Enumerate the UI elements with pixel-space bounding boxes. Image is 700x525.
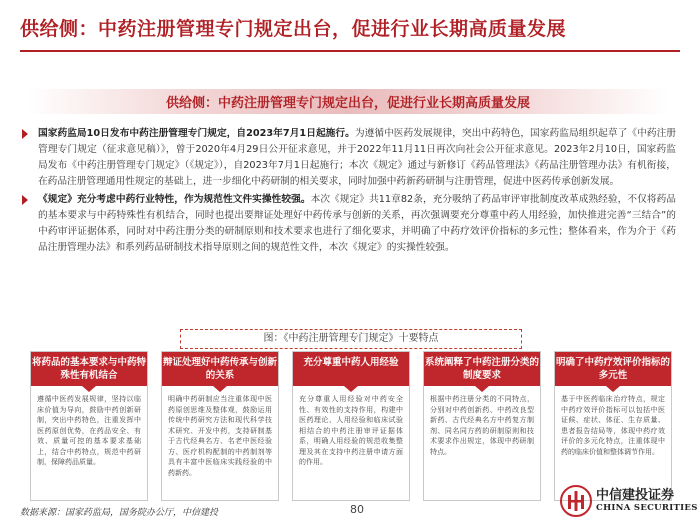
paragraph-1 — [22, 126, 676, 190]
section-banner — [28, 89, 668, 114]
feature-card-5 — [554, 351, 675, 503]
page-number: 80 — [350, 503, 364, 516]
feature-card-body: 遵循中医药发展规律，坚持以临床价值为导向，鼓励中药创新研制，突出中药特色，注重发挥中医药原创优势，在药品安全、有效、质量可控的基本要求基础上，结合中药特点，规范中药研制，保障药品质量。 — [37, 395, 141, 466]
body-paragraphs — [22, 126, 676, 256]
feature-card-3 — [292, 351, 410, 501]
feature-card-1 — [30, 351, 148, 501]
feature-card-title: 充分尊重中药人用经验 — [293, 352, 409, 386]
feature-card-body: 明确中药研制应当注重体现中医药原创思维及整体观，鼓励运用传统中药研究方法和现代科学技术研究、开发中药，支持研制基于古代经典名方、名老中医经验方、医疗机构配制的中药制剂等具有丰富中医临床实践经验的中药新药。 — [168, 395, 272, 477]
paragraph-2-text: 本次《规定》共11章82条，充分吸纳了药品审评审批制度改革成熟经验，不仅将药品的基本要求与中药特殊性有机结合，同时也提出要辩证处理好中药传承与创新的关系，再次强调要充分尊重中药人用经验，加快推进完善“三结合”的中药审评证据体系，同时对中药注册分类的研制原则和技术要求也进行了细化要求，并明确了中药疗效评价指标的多元性；整体看来，作为介于《药品注册管理办法》和系列药品研制技术指导原则之间的规范性文件，本次《规定》的实操性较强。 — [38, 194, 676, 253]
feature-card-title: 系统阐释了中药注册分类的制度要求 — [424, 352, 540, 386]
feature-card-title: 明确了中药疗效评价指标的多元性 — [555, 352, 671, 386]
banner-title: 供给侧：中药注册管理专门规定出台，促进行业长期高质量发展 — [165, 96, 530, 111]
feature-card-body: 根据中药注册分类的不同特点，分别对中药创新药、中药改良型新药、古代经典名方中药复方制剂、同名同方药的研制原则和技术要求作出规定，体现中药研制特点。 — [430, 395, 534, 456]
bullet-arrow-icon — [22, 129, 28, 139]
feature-card-title: 将药品的基本要求与中药特殊性有机结合 — [31, 352, 147, 386]
feature-card-4 — [423, 351, 541, 501]
bullet-arrow-icon — [22, 195, 28, 205]
paragraph-1-text: 为遵循中医药发展规律，突出中药特色，国家药监局组织起草了《中药注册管理专门规定（征求意见稿）》，曾于2020年4月29日公开征求意见，并于2022年11月11日再次向社会公开征求意见。2023年2月10日，国家药监局发布《中药注册管理专门规定》（《规定》），自2023年7月1日起施行；本次《规定》通过与新修订《药品管理法》《药品注册管理办法》有机衔接，在药品注册管理通用性规定的基础上，进一步细化中药研制的相关要求，同时加强中药新药研制与注册管理，促进中医药传承创新发展。 — [38, 128, 676, 187]
feature-card-body: 基于中医药临床治疗特点，规定中药疗效评价指标可以包括中医证候、症状、体征、生存质量、患者报告结局等，体现中药疗效评价的多元化特点，注重体现中药的临床价值和整体调节作用。 — [561, 395, 665, 456]
data-source-note: 数据来源：国家药监局，国务院办公厅，中信建投 — [20, 508, 219, 518]
feature-card-title: 辩证处理好中药传承与创新的关系 — [162, 352, 278, 386]
paragraph-2 — [22, 192, 676, 256]
china-securities-logo-icon — [560, 485, 592, 517]
logo-name-en: CHINA SECURITIES — [596, 503, 698, 513]
paragraph-1-lead: 国家药监局10日发布中药注册管理专门规定，自2023年7月1日起施行。 — [38, 128, 355, 139]
page-title: 供给侧：中药注册管理专门规定出台，促进行业长期高质量发展 — [20, 18, 567, 40]
company-logo — [560, 484, 698, 522]
logo-name-cn: 中信建投证券 — [596, 488, 675, 503]
feature-card-body: 充分尊重人用经验对中药安全性、有效性的支持作用，构建中医药理论、人用经验和临床试验相结合的中药注册审评证据体系，明确人用经验的规范收集整理及其在支持中药注册申请方面的作用。 — [299, 395, 403, 466]
paragraph-2-lead: 《规定》充分考虑中药行业特性，作为规范性文件实操性较强。 — [38, 194, 311, 205]
figure-title: 图：《中药注册管理专门规定》十要特点 — [180, 329, 522, 349]
feature-card-2 — [161, 351, 279, 501]
feature-columns — [30, 351, 670, 499]
title-divider — [20, 50, 680, 52]
